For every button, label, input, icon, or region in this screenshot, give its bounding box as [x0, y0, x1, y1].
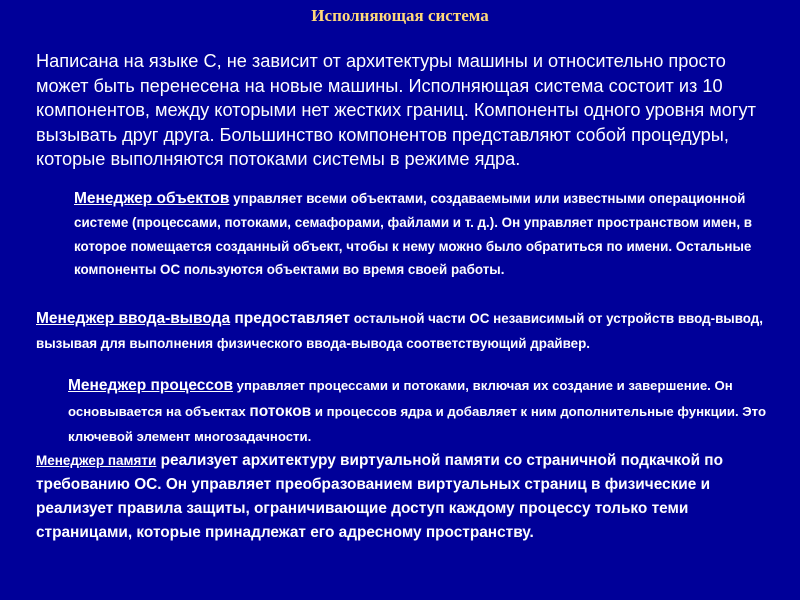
- process-manager-description-part2: и процессов ядра и добавляет к ним дополнительные функции. Это ключевой элемент многозадачности.: [68, 403, 767, 444]
- memory-manager-term: Менеджер памяти: [36, 453, 157, 468]
- process-manager-term: Менеджер процессов: [68, 377, 234, 394]
- io-manager-term: Менеджер ввода-вывода: [36, 310, 231, 327]
- intro-paragraph: Написана на языке С, не зависит от архитектуры машины и относительно просто может быть перенесена на новые машины. Исполняющая система состоит из 10 компонентов, между которыми нет жестких границ. Компоненты одного уровня могут вызывать друг друга. Большинство компонентов представляют собой процедуры, которые выполняются потоками системы в режиме ядра.: [36, 51, 756, 170]
- process-manager-emphasis: потоков: [249, 402, 312, 420]
- object-manager-block: [74, 187, 774, 282]
- memory-manager-description: реализует архитектуру виртуальной памяти со страничной подкачкой по требованию ОС. Он управляет преобразованием виртуальных страниц в физические и реализует правила защиты, ограничивающие доступ каждому процессу только теми страницами, которые принадлежат его адресному пространству.: [36, 452, 724, 541]
- object-manager-description: управляет всеми объектами, создаваемыми или известными операционной системе (процессами, потоками, семафорами, файлами и т. д.). Он управляет пространством имен, в которое помещается созданный объект, чтобы к нему можно было обратиться по имени. Остальные компоненты ОС пользуются объектами во время своей работы.: [74, 191, 752, 278]
- io-manager-block: [36, 306, 776, 356]
- process-manager-block: [68, 373, 768, 450]
- memory-manager-block: [36, 449, 776, 545]
- process-manager-description-part1: управляет процессами и потоками, включая их создание и завершение. Он основывается на объектах: [68, 378, 733, 419]
- io-manager-verb: предоставляет: [230, 310, 351, 327]
- object-manager-term: Менеджер объектов: [74, 190, 230, 207]
- slide-title: Исполняющая система: [311, 6, 489, 25]
- io-manager-description: остальной части ОС независимый от устройств ввод-вывод, вызывая для выполнения физического ввода-вывода соответствующий драйвер.: [36, 311, 764, 351]
